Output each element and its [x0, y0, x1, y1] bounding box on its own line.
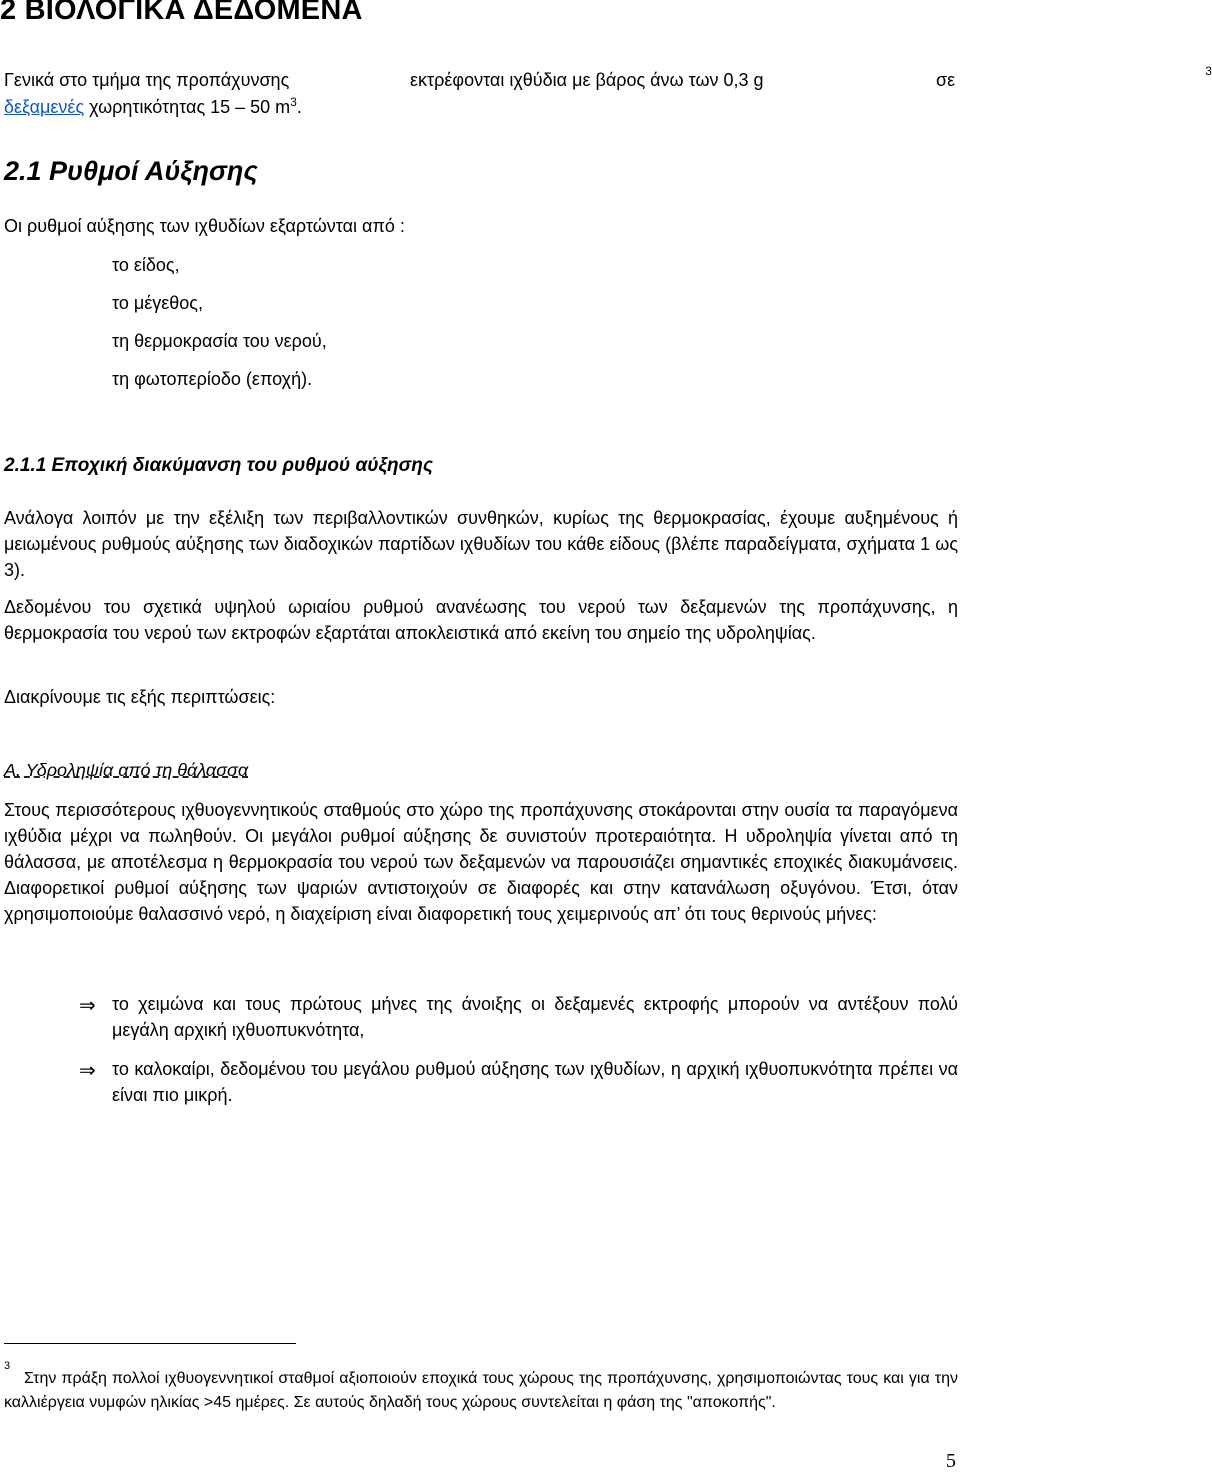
intro-line-1 [4, 64, 1212, 91]
footnote-reference: 3 [1205, 64, 1212, 78]
growth-intro: Οι ρυθμοί αύξησης των ιχθυδίων εξαρτώνται από : [4, 216, 405, 236]
footnote-separator [4, 1343, 296, 1344]
intro-part3: σε [936, 70, 956, 90]
intro-line-2 [4, 97, 302, 118]
factor-item: τη φωτοπερίοδο (εποχή). [112, 369, 313, 389]
bullet-winter: το χειμώνα και τους πρώτους μήνες της άνοιξης οι δεξαμενές εκτροφής μπορούν να αντέξουν πολύ μεγάλη αρχική ιχθυοπυκνότητα, [112, 994, 958, 1040]
intro-part1: Γενικά στο τμήμα της προπάχυνσης [4, 70, 290, 90]
paragraph-seasonal: Ανάλογα λοιπόν με την εξέλιξη των περιβαλλοντικών συνθηκών, κυρίως της θερμοκρασίας, έχουμε αυξημένους ή μειωμένους ρυθμούς αύξησης των διαδοχικών παρτίδων ιχθυδίων του κάθε είδους (βλέπε παραδείγματα, σχήματα 1 ως 3). [4, 508, 958, 580]
page-number: 5 [946, 1450, 956, 1472]
footnote-number: 3 [4, 1360, 11, 1372]
paragraph-renewal: Δεδομένου του σχετικά υψηλού ωριαίου ρυθμού ανανέωσης του νερού των δεξαμενών της προπάχυνσης, η θερμοκρασία του νερού των εκτροφών εξαρτάται αποκλειστικά από εκείνη του σημείο της υδροληψίας. [4, 597, 958, 643]
arrow-icon: ⇒ [79, 995, 96, 1017]
tanks-link[interactable]: δεξαμενές [4, 97, 85, 117]
arrow-icon: ⇒ [79, 1060, 96, 1082]
intro-end: . [296, 97, 302, 117]
intro-part4: χωρητικότητας 15 – 50 m [89, 97, 291, 117]
factor-item: τη θερμοκρασία του νερού, [112, 331, 327, 351]
subsection-heading: 2.1 Ρυθμοί Αύξησης [4, 156, 258, 186]
cubic-superscript: 3 [290, 95, 297, 109]
case-a-heading: Α. Υδροληψία από τη θάλασσα [4, 760, 249, 780]
factor-item: το είδος, [112, 255, 180, 275]
section-heading: 2 ΒΙΟΛΟΓΙΚΑ ΔΕΔΟΜΕΝΑ [0, 0, 363, 26]
footnote-text: Στην πράξη πολλοί ιχθυογεννητικοί σταθμοί αξιοποιούν εποχικά τους χώρους της προπάχυνσης, χρησιμοποιώντας τους και για την καλλιέργεια νυμφών ηλικίας >45 ημέρες. Σε αυτούς δηλαδή τους χώρους συντελείται η φάση της "αποκοπής". [4, 1370, 958, 1411]
bullet-summer: το καλοκαίρι, δεδομένου του μεγάλου ρυθμού αύξησης των ιχθυδίων, η αρχική ιχθυοπυκνότητα πρέπει να είναι πιο μικρή. [112, 1059, 958, 1105]
factor-item: το μέγεθος, [112, 293, 203, 313]
subsubsection-heading: 2.1.1 Εποχική διακύμανση του ρυθμού αύξησης [4, 455, 433, 476]
paragraph-cases: Διακρίνουμε τις εξής περιπτώσεις: [4, 687, 276, 707]
intro-part2: εκτρέφονται ιχθύδια με βάρος άνω των 0,3 g [410, 70, 764, 90]
paragraph-sea-intake: Στους περισσότερους ιχθυογεννητικούς σταθμούς στο χώρο της προπάχυνσης στοκάρονται στην ουσία τα παραγόμενα ιχθύδια μέχρι να πωληθούν. Οι μεγάλοι ρυθμοί αύξησης δε συνιστούν προτεραιότητα. Η υδροληψία γίνεται από τη θάλασσα, με αποτέλεσμα η θερμοκρασία του νερού των δεξαμενών να παρουσιάζει σημαντικές εποχικές διακυμάνσεις. Διαφορετικοί ρυθμοί αύξησης των ψαριών αντιστοιχούν σε διαφορές και στην κατανάλωση οξυγόνου. Έτσι, όταν χρησιμοποιούμε θαλασσινό νερό, η διαχείριση είναι διαφορετική τους χειμερινούς απ’ ότι τους θερινούς μήνες: [4, 800, 958, 924]
